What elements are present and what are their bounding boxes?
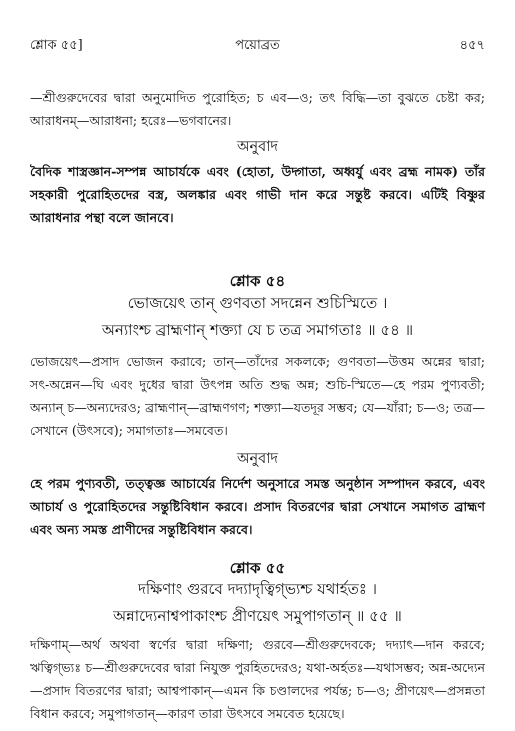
translation-heading: অনুবাদ bbox=[236, 451, 279, 467]
verse-number: শ্লোক ৫৫ bbox=[229, 559, 286, 577]
translation-text: হে পরম পুণ্যবতী, তত্ত্বজ্ঞ আচার্যের নির্দেশ অনুসারে সমস্ত অনুষ্ঠান সম্পাদন করবে, এবং আচার্য ও পুরোহিতদের সন্তুষ্টিবিধান করবে। প্রসাদ বিতরণের দ্বারা সেখানে সমাগত ব্রাহ্মণ এবং অন্য সমস্ত প্রাণীদের সন্তুষ্টিবিধান করবে। bbox=[30, 476, 485, 537]
verse-synonyms: দক্ষিণাম্—অর্থ অথবা স্বর্ণের দ্বারা দক্ষিণা; গুরবে—শ্রীগুরুদেবকে; দদ্যাৎ—দান করবে; ঋত্বিগ্ভ্যঃ চ—শ্রীগুরুদেবের দ্বারা নিযুক্ত পুরহিতদেরও; যথা-অর্হতঃ—যথাসম্ভব; অন্ন-অদ্যেন—প্রসাদ বিতরণের দ্বারা; আশ্বপাকান্—এমন কি চণ্ডালদের পর্যন্ত; চ—ও; প্রীণয়েৎ—প্রসন্নতা বিধান করবে; সমুপাগতান্—কারণ তারা উৎসবে সমবেত হয়েছে। bbox=[30, 637, 485, 721]
verse-line-1: ভোজয়েৎ তান্ গুণবতা সদন্নেন শুচিস্মিতে । bbox=[127, 294, 388, 312]
verse-line-2: অন্যাংশ্চ ব্রাহ্মণান্ শক্ত্যা যে চ তত্র সমাগতাঃ ॥ ৫৪ ॥ bbox=[101, 321, 414, 339]
translation-heading: অনুবাদ bbox=[236, 139, 279, 155]
header-chapter-title: পয়োব্রত bbox=[235, 38, 280, 53]
header-page-number: ৪৫৭ bbox=[459, 38, 485, 53]
verse-synonyms: ভোজয়েৎ—প্রসাদ ভোজন করাবে; তান্—তাঁদের সকলকে; গুণবতা—উত্তম অন্নের দ্বারা; সৎ-অন্নেন—ঘি এবং দুধের দ্বারা উৎপন্ন অতি শুদ্ধ অন্ন; শুচি-স্মিতে—হে পরম পুণ্যবতী; অন্যান্ চ—অন্যদেরও; ব্রাহ্মণান্—ব্রাহ্মণগণ; শক্ত্যা—যতদূর সম্ভব; যে—যাঁরা; চ—ও; তত্র—সেখানে (উৎসবে); সমাগতাঃ—সমবেত। bbox=[30, 354, 485, 438]
verse-line-2: অন্নাদ্যেনাশ্বপাকাংশ্চ প্রীণয়েৎ সমুপাগতান্ ॥ ৫৫ ॥ bbox=[113, 607, 402, 625]
header-verse-ref: শ্লোক ৫৫] bbox=[30, 38, 83, 53]
verse-number: শ্লোক ৫৪ bbox=[229, 272, 286, 290]
intro-synonyms: —শ্রীগুরুদেবের দ্বারা অনুমোদিত পুরোহিত; চ এব—ও; তৎ বিদ্ধি—তা বুঝতে চেষ্টা কর; আরাধনম্—আরাধনা; হরেঃ—ভগবানের। bbox=[30, 90, 485, 128]
page-header bbox=[30, 22, 485, 53]
verse-line-1: দক্ষিণাং গুরবে দদ্যাদৃত্বিগ্ভ্যশ্চ যথার্হতঃ । bbox=[137, 580, 378, 598]
translation-text: বৈদিক শাস্ত্রজ্ঞান-সম্পন্ন আচার্যকে এবং (হোতা, উদ্গাতা, অধ্বর্যু এবং ব্রহ্ম নামক) তাঁর সহকারী পুরোহিতদের বস্ত্র, অলঙ্কার এবং গাভী দান করে সন্তুষ্ট করবে। এটিই বিষ্ণুর আরাধনার পন্থা বলে জানবে। bbox=[30, 164, 485, 225]
book-page bbox=[30, 22, 485, 721]
